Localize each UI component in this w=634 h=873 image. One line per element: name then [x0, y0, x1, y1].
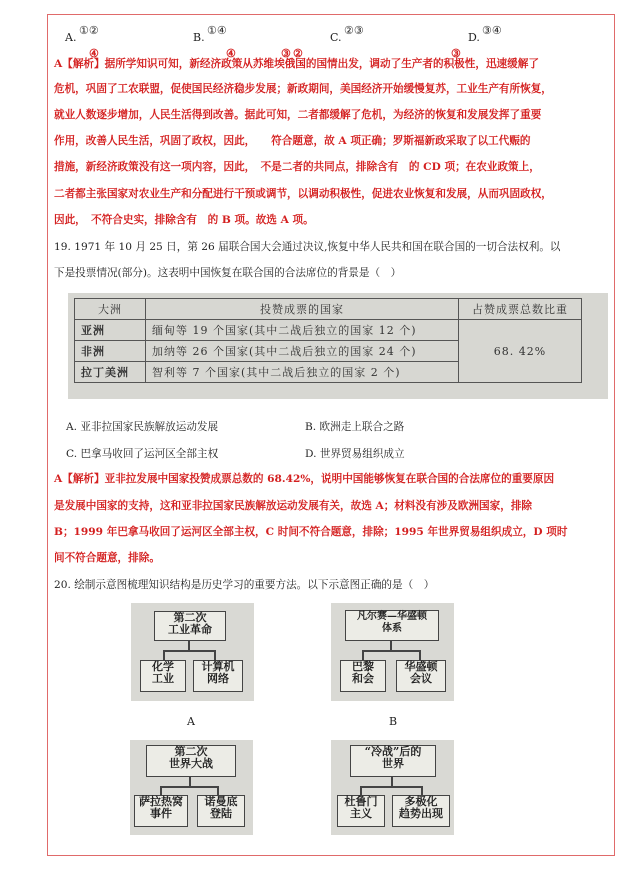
table-header: 大洲	[75, 299, 146, 320]
connector	[360, 786, 422, 788]
table-cell: 智利等 7 个国家(其中二战后独立的国家 2 个)	[146, 362, 459, 383]
diagram-d-left-box	[337, 795, 385, 827]
connector	[214, 650, 216, 660]
analysis-line: 二者都主张国家对农业生产和分配进行干预或调节，以调动积极性，促进农业恢复和发展，从而巩固政权，	[54, 188, 552, 200]
connector	[163, 650, 165, 660]
option-c-letter: C.	[330, 31, 342, 44]
connector	[189, 776, 191, 786]
mark-5: ③	[451, 47, 461, 60]
diagram-c-right-box	[197, 795, 245, 827]
option-b-letter: B.	[193, 31, 205, 44]
box-line: 化学	[152, 660, 174, 673]
diagram-a-right-box	[193, 660, 243, 692]
table-header: 投赞成票的国家	[146, 299, 459, 320]
box-line: 萨拉热窝	[139, 795, 183, 808]
connector	[163, 650, 215, 652]
box-line: 华盛顿	[404, 660, 438, 673]
diagram-a-left-box	[140, 660, 186, 692]
analysis-line: 就业人数逐步增加，人民生活得到改善。据此可知，二者都缓解了危机，为经济的恢复和发展发挥了重要	[54, 109, 542, 121]
box-line: 主义	[350, 807, 372, 820]
box-line: 会议	[410, 672, 432, 685]
box-line: 工业	[152, 672, 174, 685]
box-line: 第二次	[173, 611, 207, 624]
analysis-line: A【解析】亚非拉发展中国家投赞成票总数的 68.42%，说明中国能够恢复在联合国的合法席位的重要原因	[54, 473, 555, 485]
q19-option-b: B. 欧洲走上联合之路	[305, 421, 405, 433]
option-d-value: ③④	[482, 24, 502, 37]
diagram-b-caption: B	[389, 715, 398, 728]
connector	[362, 650, 364, 660]
box-line: 计算机	[201, 660, 235, 673]
mark-4: ②	[293, 47, 303, 60]
analysis-line: 因此， 不符合史实，排除含有 的 B 项。故选 A 项。	[54, 214, 314, 226]
analysis-line: 措施，新经济政策没有这一项内容，因此， 不是二者的共同点，排除含有 的 CD 项；在农业政策上，	[54, 161, 540, 173]
box-line: “冷战”后的	[364, 745, 422, 758]
box-line: 世界	[382, 757, 404, 770]
mark-3: ③	[281, 47, 291, 60]
connector	[391, 776, 393, 786]
box-line: 杜鲁门	[344, 795, 378, 808]
q19-option-c: C. 巴拿马收回了运河区全部主权	[66, 448, 219, 460]
box-line: 凡尔赛—华盛顿	[357, 611, 427, 622]
box-line: 多极化	[404, 795, 438, 808]
diagram-d-top-box	[350, 745, 436, 777]
ratio-cell: 68. 42%	[459, 320, 582, 383]
diagram-a-top-box	[154, 611, 226, 641]
connector	[390, 640, 392, 650]
diagram-d-right-box	[392, 795, 450, 827]
option-a-value: ①②	[79, 24, 99, 37]
diagram-c-left-box	[134, 795, 188, 827]
box-line: 世界大战	[169, 757, 213, 770]
box-line: 事件	[150, 807, 172, 820]
box-line: 体系	[382, 623, 402, 634]
diagram-b-right-box	[396, 660, 446, 692]
box-line: 工业革命	[168, 623, 212, 636]
diagram-b-top-box	[345, 610, 439, 641]
option-a-letter: A.	[65, 31, 77, 44]
analysis-line: 作用，改善人民生活，巩固了政权，因此， 符合题意，故 A 项正确；罗斯福新政采取了以工代赈的	[54, 135, 531, 147]
box-line: 登陆	[210, 807, 232, 820]
analysis-line: 危机，巩固了工农联盟，促使国民经济稳步发展；新政期间，美国经济开始缓慢复苏，工业生产有所恢复，	[54, 83, 552, 95]
table-cell: 非洲	[75, 341, 146, 362]
box-line: 巴黎	[352, 660, 374, 673]
vote-table	[74, 298, 582, 383]
analysis-line: 间不符合题意，排除。	[54, 552, 160, 564]
box-line: 诺曼底	[204, 795, 238, 808]
connector	[421, 786, 423, 795]
box-line: 和会	[352, 672, 374, 685]
connector	[160, 786, 162, 795]
box-line: 网络	[207, 672, 229, 685]
mark-1: ④	[89, 47, 99, 60]
table-cell: 亚洲	[75, 320, 146, 341]
diagram-c-top-box	[146, 745, 236, 777]
q19-stem-line: 下是投票情况(部分)。这表明中国恢复在联合国的合法席位的背景是（ ）	[54, 267, 402, 279]
connector	[188, 640, 190, 650]
table-header: 占赞成票总数比重	[459, 299, 582, 320]
q20-stem: 20. 绘制示意图梳理知识结构是历史学习的重要方法。以下示意图正确的是（ ）	[54, 579, 435, 591]
analysis-line: B；1999 年巴拿马收回了运河区全部主权，C 时间不符合题意，排除；1995 年世界贸易组织成立，D 项时	[54, 526, 568, 538]
connector	[217, 786, 219, 795]
connector	[160, 786, 218, 788]
q19-option-a: A. 亚非拉国家民族解放运动发展	[66, 421, 219, 433]
diagram-a-caption: A	[187, 715, 195, 728]
analysis-line: A【解析】据所学知识可知，新经济政策从苏维埃俄国的国情出发，调动了生产者的积极性，迅速缓解了	[54, 58, 539, 70]
connector	[419, 650, 421, 660]
q19-option-d: D. 世界贸易组织成立	[305, 448, 405, 460]
table-cell: 拉丁美洲	[75, 362, 146, 383]
option-c-value: ②③	[344, 24, 364, 37]
connector	[360, 786, 362, 795]
analysis-line: 是发展中国家的支持，这和亚非拉国家民族解放运动发展有关，故选 A；材料没有涉及欧洲国家，排除	[54, 500, 533, 512]
box-line: 趋势出现	[399, 807, 443, 820]
option-b-value: ①④	[207, 24, 227, 37]
table-cell: 缅甸等 19 个国家(其中二战后独立的国家 12 个)	[146, 320, 459, 341]
option-d-letter: D.	[468, 31, 480, 44]
diagram-b-left-box	[340, 660, 386, 692]
connector	[362, 650, 420, 652]
box-line: 第二次	[174, 745, 208, 758]
table-cell: 加纳等 26 个国家(其中二战后独立的国家 24 个)	[146, 341, 459, 362]
table-row	[75, 320, 582, 341]
q19-stem-line: 19. 1971 年 10 月 25 日，第 26 届联合国大会通过决议,恢复中华人民共和国在联合国的一切合法权利。以	[54, 241, 561, 253]
mark-2: ④	[226, 47, 236, 60]
